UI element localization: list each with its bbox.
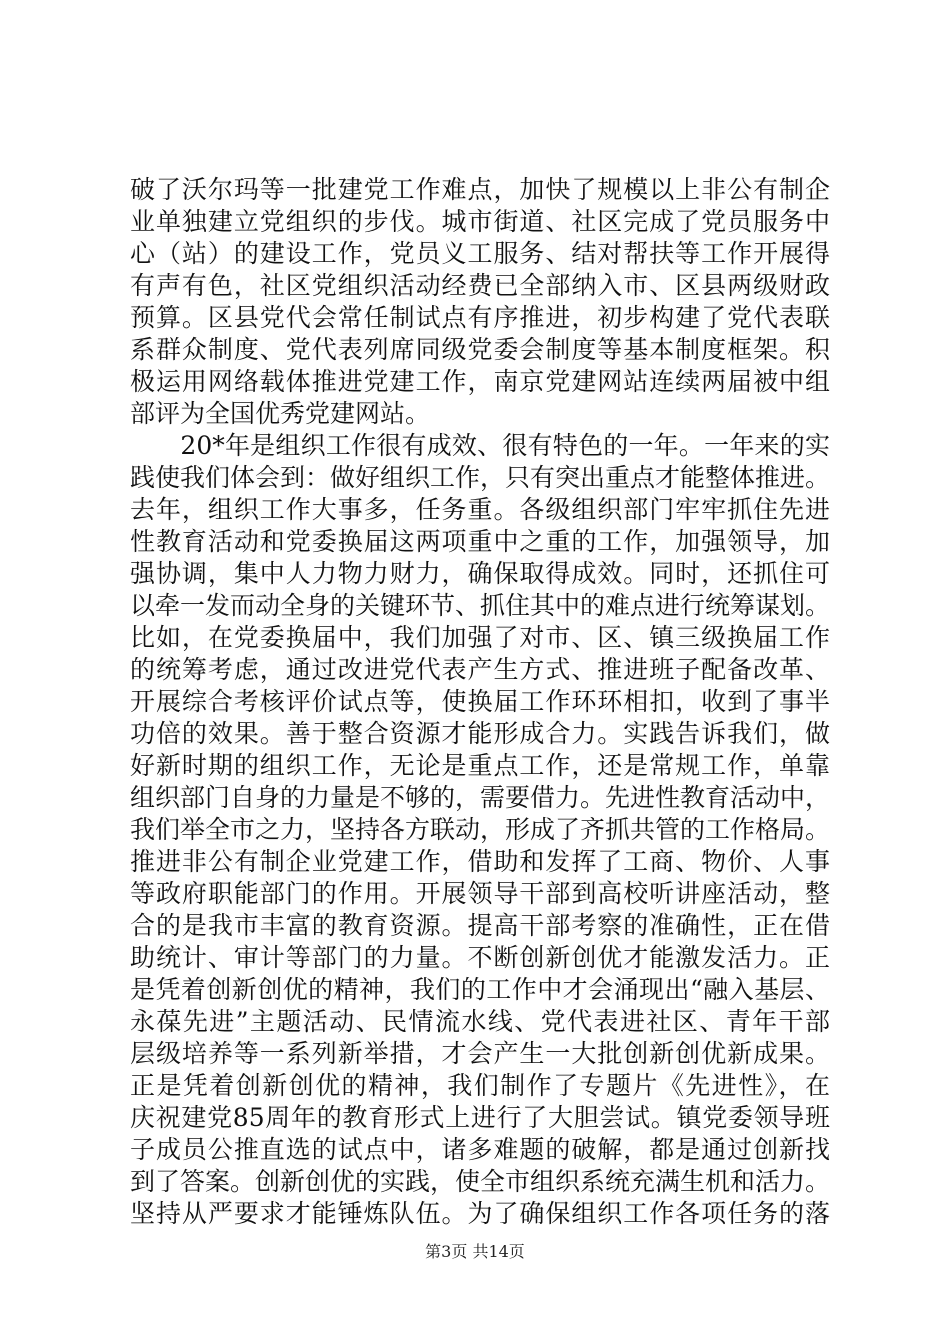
text-line: 20*年是组织工作很有成效、很有特色的一年。一年来的实 <box>130 431 830 460</box>
text-line: 层级培养等一系列新举措，才会产生一大批创新创优新成果。 <box>130 1039 830 1068</box>
text-line: 永葆先进”主题活动、民情流水线、党代表进社区、青年干部 <box>130 1007 830 1036</box>
text-line: 强协调，集中人力物力财力，确保取得成效。同时，还抓住可 <box>130 559 830 588</box>
text-line: 助统计、审计等部门的力量。不断创新创优才能激发活力。正 <box>130 943 830 972</box>
text-line: 的统筹考虑，通过改进党代表产生方式、推进班子配备改革、 <box>130 655 830 684</box>
text-line: 心（站）的建设工作，党员义工服务、结对帮扶等工作开展得 <box>130 239 830 268</box>
text-line: 业单独建立党组织的步伐。城市街道、社区完成了党员服务中 <box>130 207 830 236</box>
text-line: 破了沃尔玛等一批建党工作难点，加快了规模以上非公有制企 <box>130 175 830 204</box>
text-line: 去年，组织工作大事多，任务重。各级组织部门牢牢抓住先进 <box>130 495 830 524</box>
text-line: 到了答案。创新创优的实践，使全市组织系统充满生机和活力。 <box>130 1167 831 1196</box>
text-line: 系群众制度、党代表列席同级党委会制度等基本制度框架。积 <box>130 335 830 364</box>
text-line: 功倍的效果。善于整合资源才能形成合力。实践告诉我们，做 <box>130 719 830 748</box>
text-line: 以牵一发而动全身的关键环节、抓住其中的难点进行统筹谋划。 <box>130 591 831 620</box>
text-line: 我们举全市之力，坚持各方联动，形成了齐抓共管的工作格局。 <box>130 815 831 844</box>
body-text <box>130 174 830 1230</box>
text-line: 子成员公推直选的试点中，诸多难题的破解，都是通过创新找 <box>130 1135 830 1164</box>
text-line: 践使我们体会到：做好组织工作，只有突出重点才能整体推进。 <box>130 463 831 492</box>
text-line: 有声有色，社区党组织活动经费已全部纳入市、区县两级财政 <box>130 271 830 300</box>
text-line: 性教育活动和党委换届这两项重中之重的工作，加强领导，加 <box>130 527 830 556</box>
text-line: 比如，在党委换届中，我们加强了对市、区、镇三级换届工作 <box>130 623 830 652</box>
text-line: 部评为全国优秀党建网站。 <box>130 399 431 428</box>
text-line: 是凭着创新创优的精神，我们的工作中才会涌现出“融入基层、 <box>130 975 830 1004</box>
text-line: 坚持从严要求才能锤炼队伍。为了确保组织工作各项任务的落 <box>130 1199 830 1228</box>
text-line: 推进非公有制企业党建工作，借助和发挥了工商、物价、人事 <box>130 847 830 876</box>
text-line: 正是凭着创新创优的精神，我们制作了专题片《先进性》，在 <box>130 1071 830 1100</box>
text-line: 合的是我市丰富的教育资源。提高干部考察的准确性，正在借 <box>130 911 830 940</box>
text-line: 预算。区县党代会常任制试点有序推进，初步构建了党代表联 <box>130 303 830 332</box>
page-footer: 第3页 共14页 <box>425 1242 525 1261</box>
text-line: 组织部门自身的力量是不够的，需要借力。先进性教育活动中， <box>130 783 831 812</box>
text-line: 庆祝建党85周年的教育形式上进行了大胆尝试。镇党委领导班 <box>130 1103 830 1132</box>
text-line: 极运用网络载体推进党建工作，南京党建网站连续两届被中组 <box>130 367 830 396</box>
text-line: 等政府职能部门的作用。开展领导干部到高校听讲座活动，整 <box>130 879 830 908</box>
text-line: 开展综合考核评价试点等，使换届工作环环相扣，收到了事半 <box>130 687 830 716</box>
text-line: 好新时期的组织工作，无论是重点工作，还是常规工作，单靠 <box>130 751 830 780</box>
